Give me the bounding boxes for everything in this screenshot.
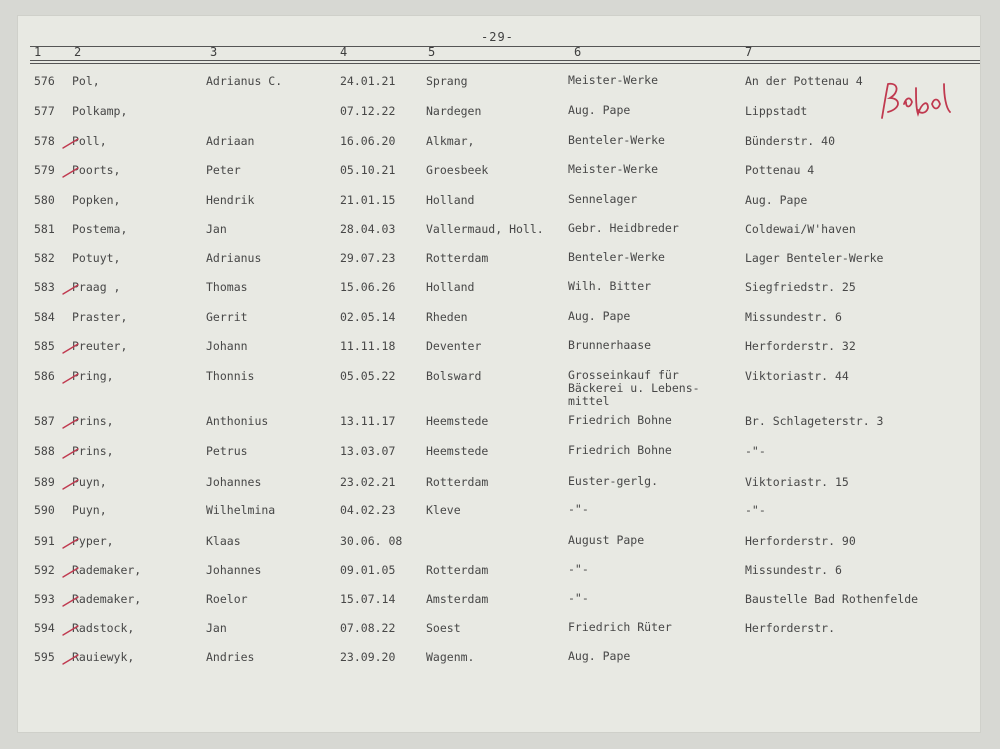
record-number: 587 xyxy=(34,414,55,428)
birth-place: Alkmar, xyxy=(426,134,475,148)
record-number: 590 xyxy=(34,503,55,517)
column-number-5: 5 xyxy=(428,45,436,59)
address: -"- xyxy=(745,503,766,517)
first-name: Andries xyxy=(206,650,255,664)
first-name: Thonnis xyxy=(206,369,255,383)
birth-place: Heemstede xyxy=(426,414,489,428)
first-name: Peter xyxy=(206,163,241,177)
table-row xyxy=(18,592,980,616)
surname: Puyn, xyxy=(72,475,107,489)
table-row xyxy=(18,534,980,558)
table-row xyxy=(18,251,980,275)
birth-place: Heemstede xyxy=(426,444,489,458)
birth-place: Rotterdam xyxy=(426,563,489,577)
address: Br. Schlageterstr. 3 xyxy=(745,414,884,428)
surname: Rauiewyk, xyxy=(72,650,135,664)
birth-place: Soest xyxy=(426,621,461,635)
column-number-1: 1 xyxy=(34,45,42,59)
birth-date: 13.11.17 xyxy=(340,414,396,428)
surname: Polkamp, xyxy=(72,104,128,118)
employer: August Pape xyxy=(568,533,645,547)
employer: -"- xyxy=(568,562,589,576)
record-number: 577 xyxy=(34,104,55,118)
birth-place: Groesbeek xyxy=(426,163,489,177)
employer: Aug. Pape xyxy=(568,309,631,323)
table-row xyxy=(18,310,980,334)
address: Coldewai/W'haven xyxy=(745,222,856,236)
employer: Gebr. Heidbreder xyxy=(568,221,679,235)
column-number-4: 4 xyxy=(340,45,348,59)
table-row xyxy=(18,339,980,363)
surname: Popken, xyxy=(72,193,121,207)
surname: Puyn, xyxy=(72,503,107,517)
employer: Meister-Werke xyxy=(568,73,659,87)
first-name: Jan xyxy=(206,621,227,635)
birth-place: Amsterdam xyxy=(426,592,489,606)
surname: Potuyt, xyxy=(72,251,121,265)
surname: Pyper, xyxy=(72,534,114,548)
record-sheet xyxy=(18,16,980,732)
record-number: 579 xyxy=(34,163,55,177)
surname: Praag , xyxy=(72,280,121,294)
birth-place: Rotterdam xyxy=(426,251,489,265)
birth-place: Nardegen xyxy=(426,104,482,118)
table-row xyxy=(18,134,980,158)
surname: Poorts, xyxy=(72,163,121,177)
birth-date: 09.01.05 xyxy=(340,563,396,577)
record-number: 582 xyxy=(34,251,55,265)
surname: Praster, xyxy=(72,310,128,324)
birth-date: 29.07.23 xyxy=(340,251,396,265)
record-number: 591 xyxy=(34,534,55,548)
address: Herforderstr. 90 xyxy=(745,534,856,548)
surname: Radstock, xyxy=(72,621,135,635)
employer: Meister-Werke xyxy=(568,162,659,176)
record-number: 583 xyxy=(34,280,55,294)
table-row xyxy=(18,503,980,527)
first-name: Roelor xyxy=(206,592,248,606)
employer: Friedrich Bohne xyxy=(568,413,672,427)
birth-place: Vallermaud, Holl. xyxy=(426,222,544,236)
header-rule-top xyxy=(30,46,980,47)
surname: Poll, xyxy=(72,134,107,148)
address: Missundestr. 6 xyxy=(745,310,842,324)
birth-date: 28.04.03 xyxy=(340,222,396,236)
table-row xyxy=(18,414,980,438)
employer: Benteler-Werke xyxy=(568,250,665,264)
birth-place: Sprang xyxy=(426,74,468,88)
table-row xyxy=(18,444,980,468)
first-name: Thomas xyxy=(206,280,248,294)
birth-date: 07.12.22 xyxy=(340,104,396,118)
surname: Rademaker, xyxy=(72,563,142,577)
header-rule-bottom xyxy=(30,60,980,61)
surname: Rademaker, xyxy=(72,592,142,606)
record-number: 584 xyxy=(34,310,55,324)
table-row xyxy=(18,193,980,217)
birth-place: Bolsward xyxy=(426,369,482,383)
first-name: Johannes xyxy=(206,563,262,577)
table-row xyxy=(18,650,980,674)
birth-date: 24.01.21 xyxy=(340,74,396,88)
first-name: Adriaan xyxy=(206,134,255,148)
column-number-6: 6 xyxy=(574,45,582,59)
record-number: 585 xyxy=(34,339,55,353)
birth-date: 15.06.26 xyxy=(340,280,396,294)
birth-date: 21.01.15 xyxy=(340,193,396,207)
address: An der Pottenau 4 xyxy=(745,74,863,88)
first-name: Jan xyxy=(206,222,227,236)
birth-date: 11.11.18 xyxy=(340,339,396,353)
birth-place: Holland xyxy=(426,193,475,207)
record-number: 588 xyxy=(34,444,55,458)
birth-date: 02.05.14 xyxy=(340,310,396,324)
address: Siegfriedstr. 25 xyxy=(745,280,856,294)
first-name: Gerrit xyxy=(206,310,248,324)
birth-date: 23.09.20 xyxy=(340,650,396,664)
table-row xyxy=(18,163,980,187)
table-row xyxy=(18,74,980,98)
column-number-2: 2 xyxy=(74,45,82,59)
birth-place: Rheden xyxy=(426,310,468,324)
first-name: Anthonius xyxy=(206,414,269,428)
table-row xyxy=(18,563,980,587)
record-number: 581 xyxy=(34,222,55,236)
address: Viktoriastr. 15 xyxy=(745,475,849,489)
record-number: 576 xyxy=(34,74,55,88)
birth-date: 30.06. 08 xyxy=(340,534,403,548)
surname: Preuter, xyxy=(72,339,128,353)
header-rule-double xyxy=(30,63,980,64)
address: Herforderstr. xyxy=(745,621,836,635)
record-number: 595 xyxy=(34,650,55,664)
column-number-7: 7 xyxy=(745,45,753,59)
birth-date: 05.05.22 xyxy=(340,369,396,383)
employer: Aug. Pape xyxy=(568,103,631,117)
employer: Benteler-Werke xyxy=(568,133,665,147)
birth-date: 15.07.14 xyxy=(340,592,396,606)
birth-date: 04.02.23 xyxy=(340,503,396,517)
birth-date: 16.06.20 xyxy=(340,134,396,148)
table-row xyxy=(18,222,980,246)
record-number: 580 xyxy=(34,193,55,207)
address: Aug. Pape xyxy=(745,193,808,207)
first-name: Petrus xyxy=(206,444,248,458)
table-row xyxy=(18,280,980,304)
birth-date: 13.03.07 xyxy=(340,444,396,458)
employer: Friedrich Bohne xyxy=(568,443,672,457)
table-row xyxy=(18,368,980,408)
record-number: 594 xyxy=(34,621,55,635)
first-name: Johann xyxy=(206,339,248,353)
birth-date: 05.10.21 xyxy=(340,163,396,177)
birth-place: Wagenm. xyxy=(426,650,475,664)
address: Missundestr. 6 xyxy=(745,563,842,577)
birth-date: 07.08.22 xyxy=(340,621,396,635)
table-row xyxy=(18,104,980,128)
address: Bünderstr. 40 xyxy=(745,134,836,148)
employer: Grosseinkauf für Bäckerei u. Lebens- mittel xyxy=(568,368,700,408)
record-number: 592 xyxy=(34,563,55,577)
address: Viktoriastr. 44 xyxy=(745,369,849,383)
birth-place: Holland xyxy=(426,280,475,294)
surname: Pring, xyxy=(72,369,114,383)
column-number-3: 3 xyxy=(210,45,218,59)
address: Pottenau 4 xyxy=(745,163,815,177)
employer: Euster-gerlg. xyxy=(568,474,659,488)
employer: Brunnerhaase xyxy=(568,338,652,352)
address: Lager Benteler-Werke xyxy=(745,251,884,265)
page-number: -29- xyxy=(481,30,514,44)
record-number: 578 xyxy=(34,134,55,148)
address: Herforderstr. 32 xyxy=(745,339,856,353)
employer: Aug. Pape xyxy=(568,649,631,663)
first-name: Wilhelmina xyxy=(206,503,276,517)
address: Lippstadt xyxy=(745,104,808,118)
birth-date: 23.02.21 xyxy=(340,475,396,489)
table-row xyxy=(18,621,980,645)
birth-place: Kleve xyxy=(426,503,461,517)
birth-place: Deventer xyxy=(426,339,482,353)
birth-place: Rotterdam xyxy=(426,475,489,489)
first-name: Johannes xyxy=(206,475,262,489)
record-number: 593 xyxy=(34,592,55,606)
first-name: Hendrik xyxy=(206,193,255,207)
first-name: Klaas xyxy=(206,534,241,548)
table-row xyxy=(18,475,980,499)
surname: Pol, xyxy=(72,74,100,88)
record-number: 589 xyxy=(34,475,55,489)
surname: Prins, xyxy=(72,414,114,428)
employer: Friedrich Rüter xyxy=(568,620,672,634)
address: -"- xyxy=(745,444,766,458)
employer: Wilh. Bitter xyxy=(568,279,652,293)
employer: Sennelager xyxy=(568,192,638,206)
employer: -"- xyxy=(568,591,589,605)
address: Baustelle Bad Rothenfelde xyxy=(745,592,919,606)
employer: -"- xyxy=(568,502,589,516)
surname: Prins, xyxy=(72,444,114,458)
surname: Postema, xyxy=(72,222,128,236)
first-name: Adrianus C. xyxy=(206,74,283,88)
first-name: Adrianus xyxy=(206,251,262,265)
record-number: 586 xyxy=(34,369,55,383)
